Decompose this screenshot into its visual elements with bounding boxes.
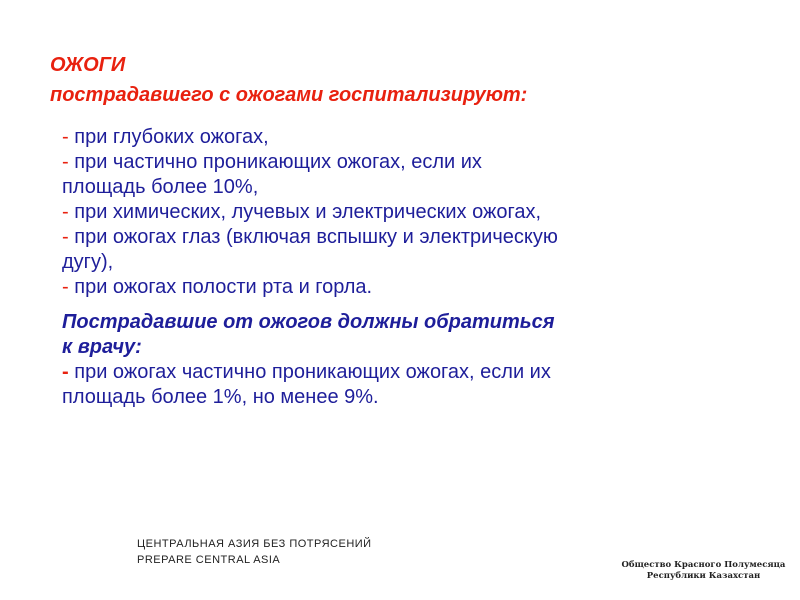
footer-branding [137,536,372,568]
list-item-text: при глубоких ожогах, [74,126,269,148]
footer-line-en: PREPARE CENTRAL ASIA [137,554,281,566]
list-dash: - [62,276,69,298]
list-item-continuation [62,385,762,410]
list-item [62,360,762,385]
list-item-continuation [62,175,762,200]
list-item-text: при ожогах полости рта и горла. [74,276,373,298]
list-item [62,275,762,300]
doctor-heading [62,310,762,360]
list-item-text: при ожогах глаз (включая вспышку и электрическую [74,226,558,248]
list-dash: - [62,226,69,248]
list-dash: - [62,151,69,173]
list-item-continuation [62,250,762,275]
list-item [62,225,762,250]
doctor-heading-line: Пострадавшие от ожогов должны обратиться [62,311,555,333]
slide-body [62,125,762,410]
list-item-text: площадь более 1%, но менее 9%. [62,386,379,408]
list-item-text: дугу), [62,251,114,273]
red-crescent-logo [616,500,791,590]
list-dash: - [62,361,69,383]
list-item-text: при химических, лучевых и электрических ожогах, [74,201,542,223]
list-item-text: при частично проникающих ожогах, если их [74,151,482,173]
slide-title: ОЖОГИ [50,54,126,76]
logo-caption-line: Общество Красного Полумесяца [621,560,786,570]
list-item-text: площадь более 10%, [62,176,259,198]
slide-subtitle: пострадавшего с ожогами госпитализируют: [50,84,528,106]
list-item [62,125,762,150]
list-dash: - [62,126,69,148]
red-crescent-icon [661,500,741,562]
list-item [62,150,762,175]
slide-title-block [50,50,770,110]
doctor-heading-line: к врачу: [62,336,142,358]
list-item-text: при ожогах частично проникающих ожогах, если их [74,361,551,383]
list-dash: - [62,201,69,223]
list-item [62,200,762,225]
logo-caption [616,560,791,582]
footer-line-ru: ЦЕНТРАЛЬНАЯ АЗИЯ БЕЗ ПОТРЯСЕНИЙ [137,538,372,550]
logo-caption-line: Республики Казахстан [646,571,761,581]
